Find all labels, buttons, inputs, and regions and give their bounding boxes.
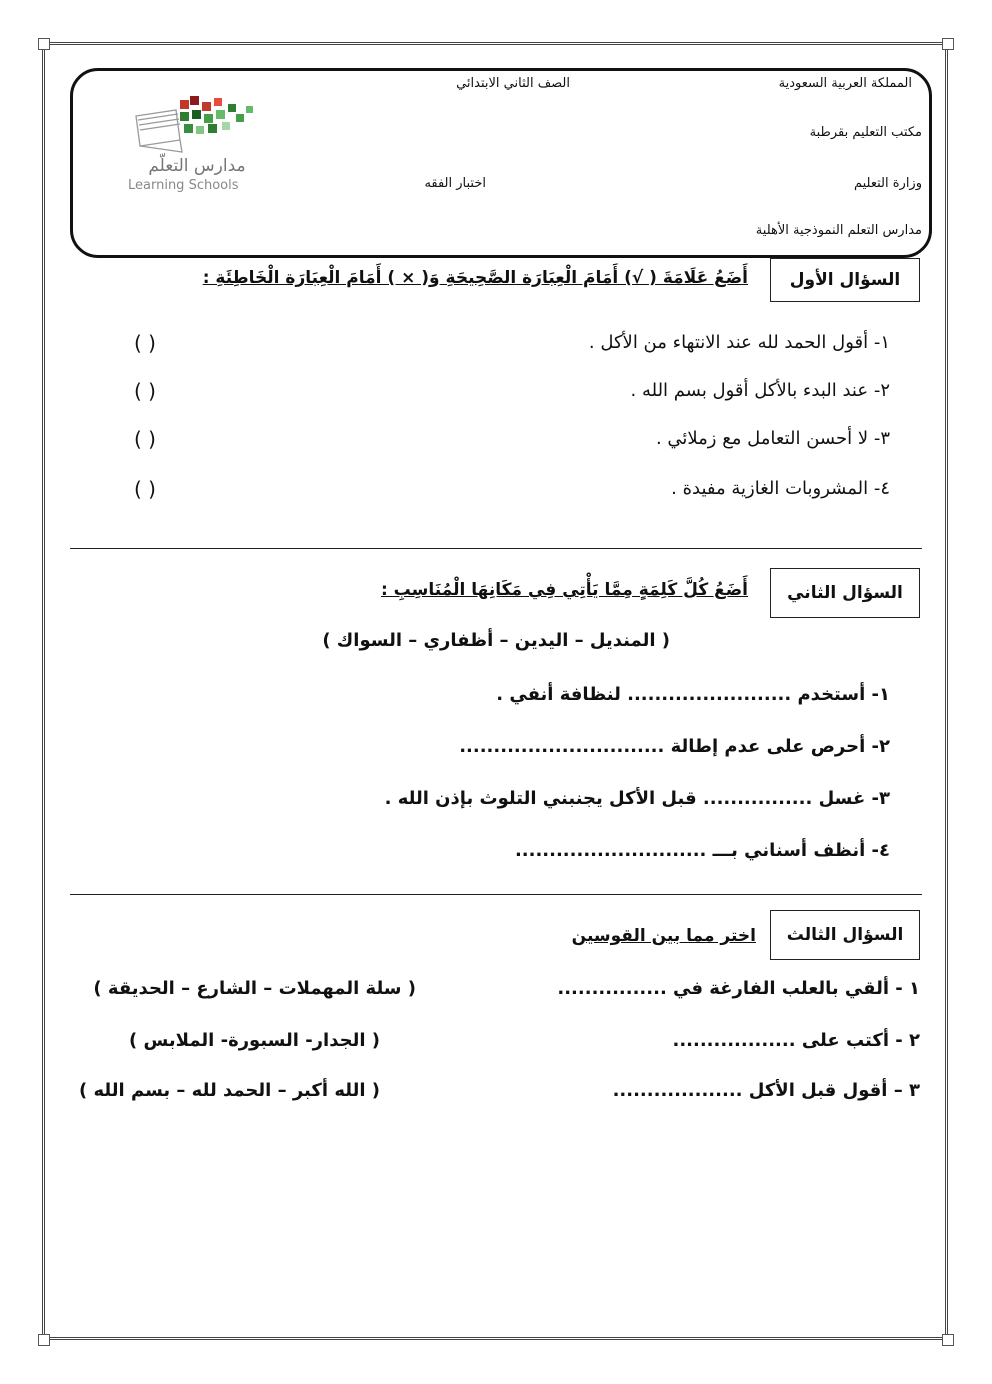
q3-instruction: اختر مما بين القوسين	[571, 926, 756, 946]
q1-title: السؤال الأول	[789, 270, 901, 290]
border-corner	[38, 38, 50, 50]
q3-title: السؤال الثالث	[786, 925, 904, 945]
grade-label: الصف الثاني الابتدائي	[456, 76, 570, 91]
border-corner	[942, 38, 954, 50]
q3-item-2: ٢ - أكتب على ..................	[672, 1030, 920, 1051]
logo-arabic-text: مدارس التعلّم	[148, 156, 246, 176]
kingdom-label: المملكة العربية السعودية	[778, 76, 912, 91]
q3-choices-1: ( سلة المهملات – الشارع – الحديقة )	[93, 978, 416, 999]
q1-answer-blank-2[interactable]: ( )	[134, 379, 156, 403]
q3-item-3: ٣ – أقول قبل الأكل ...................	[612, 1080, 920, 1101]
q3-title-box	[770, 910, 920, 960]
office-label: مكتب التعليم بقرطبة	[809, 125, 922, 140]
q1-item-2: ٢- عند البدء بالأكل أقول بسم الله .	[630, 380, 890, 401]
q2-item-2: ٢- أحرص على عدم إطالة ..............................	[459, 736, 890, 757]
q1-answer-blank-3[interactable]: ( )	[134, 427, 156, 451]
border-corner	[38, 1334, 50, 1346]
section-divider	[70, 548, 922, 549]
q3-choices-3: ( الله أكبر – الحمد لله – بسم الله )	[79, 1080, 380, 1101]
q2-item-4: ٤- أنظف أسناني بـــ ............................	[514, 840, 890, 861]
q2-word-bank: ( المنديل – اليدين – أظفاري – السواك )	[322, 630, 670, 651]
q1-item-1: ١- أقول الحمد لله عند الانتهاء من الأكل .	[588, 332, 890, 353]
q1-answer-blank-4[interactable]: ( )	[134, 477, 156, 501]
ministry-label: وزارة التعليم	[853, 176, 922, 191]
q1-title-box	[770, 258, 920, 302]
q1-item-3: ٣- لا أحسن التعامل مع زملائي .	[655, 428, 890, 449]
q2-title-box	[770, 568, 920, 618]
q2-instruction: أَضَعُ كُلَّ كَلِمَةٍ مِمَّا يَأْتِي فِي مَكَانِهَا الْمُنَاسِبِ :	[380, 580, 748, 600]
q2-item-1: ١- أستخدم ........................ لنظافة أنفي .	[496, 684, 890, 705]
q1-answer-blank-1[interactable]: ( )	[134, 331, 156, 355]
school-label: مدارس التعلم النموذجية الأهلية	[755, 223, 922, 238]
q1-instruction: أَضَعُ عَلَامَةَ ( √) أَمَامَ الْعِبَارَة الصَّحِيحَةِ وَ( × ) أَمَامَ الْعِبَارَة الْخَاطِئَةِ :	[202, 268, 748, 288]
section-divider	[70, 894, 922, 895]
q1-item-4: ٤- المشروبات الغازية مفيدة .	[671, 478, 890, 499]
logo-english-text: Learning Schools	[128, 178, 239, 193]
border-corner	[942, 1334, 954, 1346]
q3-choices-2: ( الجدار- السبورة- الملابس )	[128, 1030, 380, 1051]
q2-title: السؤال الثاني	[787, 583, 903, 603]
exam-title: اختبار الفقه	[424, 176, 486, 191]
q2-item-3: ٣- غسل ................ قبل الأكل يجنبني التلوث بإذن الله .	[384, 788, 890, 809]
q3-item-1: ١ - ألقي بالعلب الفارغة في ................	[557, 978, 920, 999]
